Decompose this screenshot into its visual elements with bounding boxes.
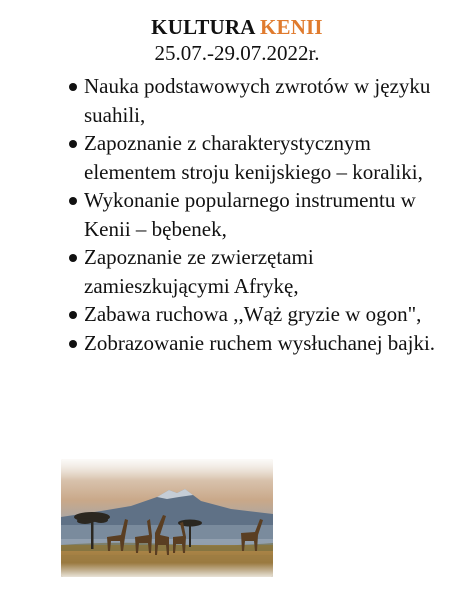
list-item: Zobrazowanie ruchem wysłuchanej bajki. [66, 329, 436, 358]
page-title [0, 15, 474, 40]
list-item: Zabawa ruchowa ,,Wąż gryzie w ogon", [66, 300, 436, 329]
savanna-photo [61, 459, 273, 577]
list-item: Zapoznanie ze zwierzętami zamieszkującymi Afrykę, [66, 243, 436, 300]
activity-list [66, 72, 436, 357]
list-item: Zapoznanie z charakterystycznym elementem stroju kenijskiego – koraliki, [66, 129, 436, 186]
list-item: Nauka podstawowych zwrotów w języku suahili, [66, 72, 436, 129]
date-range: 25.07.-29.07.2022r. [154, 41, 320, 65]
list-item: Wykonanie popularnego instrumentu w Kenii – bębenek, [66, 186, 436, 243]
title-accent: KENII [259, 15, 323, 39]
title-prefix: KULTURA [151, 15, 255, 39]
